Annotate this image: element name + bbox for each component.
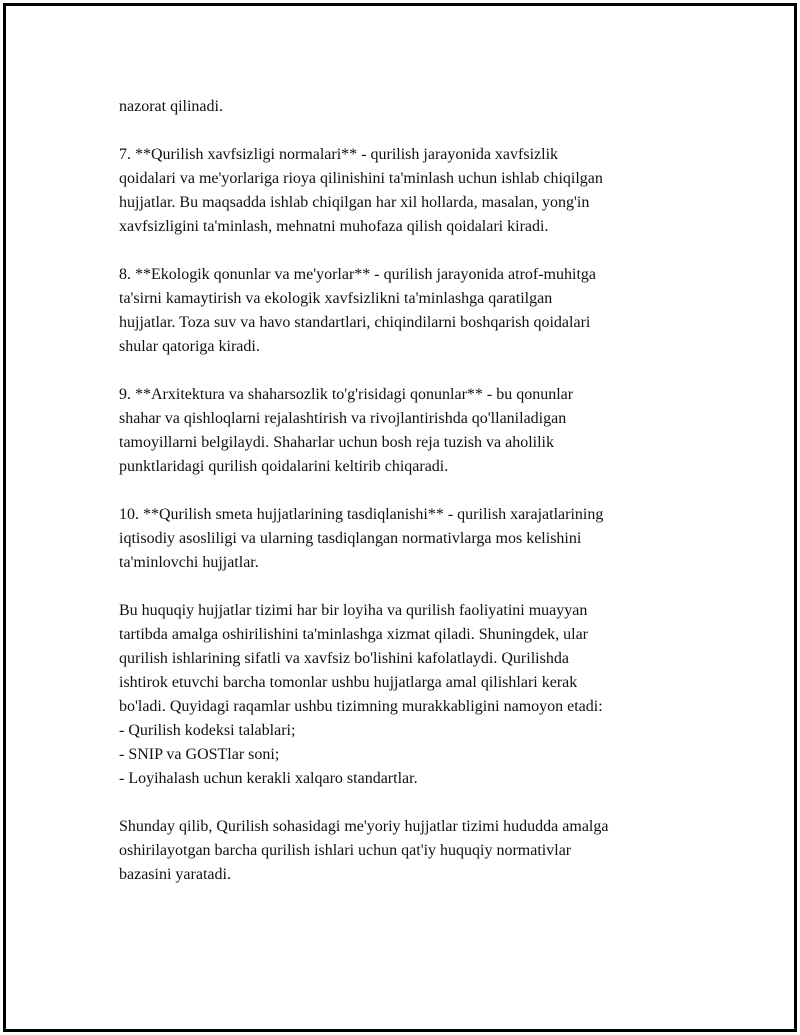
paragraph-item-10: 10. **Qurilish smeta hujjatlarining tasdiqlanishi** - qurilish xarajatlarining iqtisodiy asosliligi va ularning tasdiqlangan normativlarga mos kelishini ta'minlovchi hujjatlar. [119,506,604,571]
paragraph-conclusion: Shunday qilib, Qurilish sohasidagi me'yoriy hujjatlar tizimi hududda amalga oshirilayotgan barcha qurilish ishlari uchun qat'iy huquqiy normativlar bazasini yaratadi. [119,818,609,883]
paragraph-item-8: 8. **Ekologik qonunlar va me'yorlar** - qurilish jarayonida atrof-muhitga ta'sirni kamaytirish va ekologik xavfsizlikni ta'minlashga qaratilgan hujjatlar. Toza suv va havo standartlari, chiqindilarni boshqarish qoidalari shular qatoriga kiradi. [119,266,596,355]
document-page [3,3,797,1032]
document-body [119,95,694,911]
paragraph-continuation: nazorat qilinadi. [119,98,223,115]
paragraph-summary: Bu huquqiy hujjatlar tizimi har bir loyiha va qurilish faoliyatini muayyan tartibda amalga oshirilishini ta'minlashga xizmat qiladi. Shuningdek, ular qurilish ishlarining sifatli va xavfsiz bo'lishini kafolatlaydi. Qurilishda ishtirok etuvchi barcha tomonlar ushbu hujjatlarga amal qilishlari kerak bo'ladi. Quyidagi raqamlar ushbu tizimning murakkabligini namoyon etadi: - Qurilish kodeksi talablari; - SNIP va GOSTlar soni; - Loyihalash uchun kerakli xalqaro standartlar. [119,602,603,787]
paragraph-item-7: 7. **Qurilish xavfsizligi normalari** - qurilish jarayonida xavfsizlik qoidalari va me'yorlariga rioya qilinishini ta'minlash uchun ishlab chiqilgan hujjatlar. Bu maqsadda ishlab chiqilgan har xil hollarda, masalan, yong'in xavfsizligini ta'minlash, mehnatni muhofaza qilish qoidalari kiradi. [119,146,603,235]
paragraph-item-9: 9. **Arxitektura va shaharsozlik to'g'risidagi qonunlar** - bu qonunlar shahar va qishloqlarni rejalashtirish va rivojlantirishda qo'llaniladigan tamoyillarni belgilaydi. Shaharlar uchun bosh reja tuzish va aholilik punktlaridagi qurilish qoidalarini keltirib chiqaradi. [119,386,574,475]
